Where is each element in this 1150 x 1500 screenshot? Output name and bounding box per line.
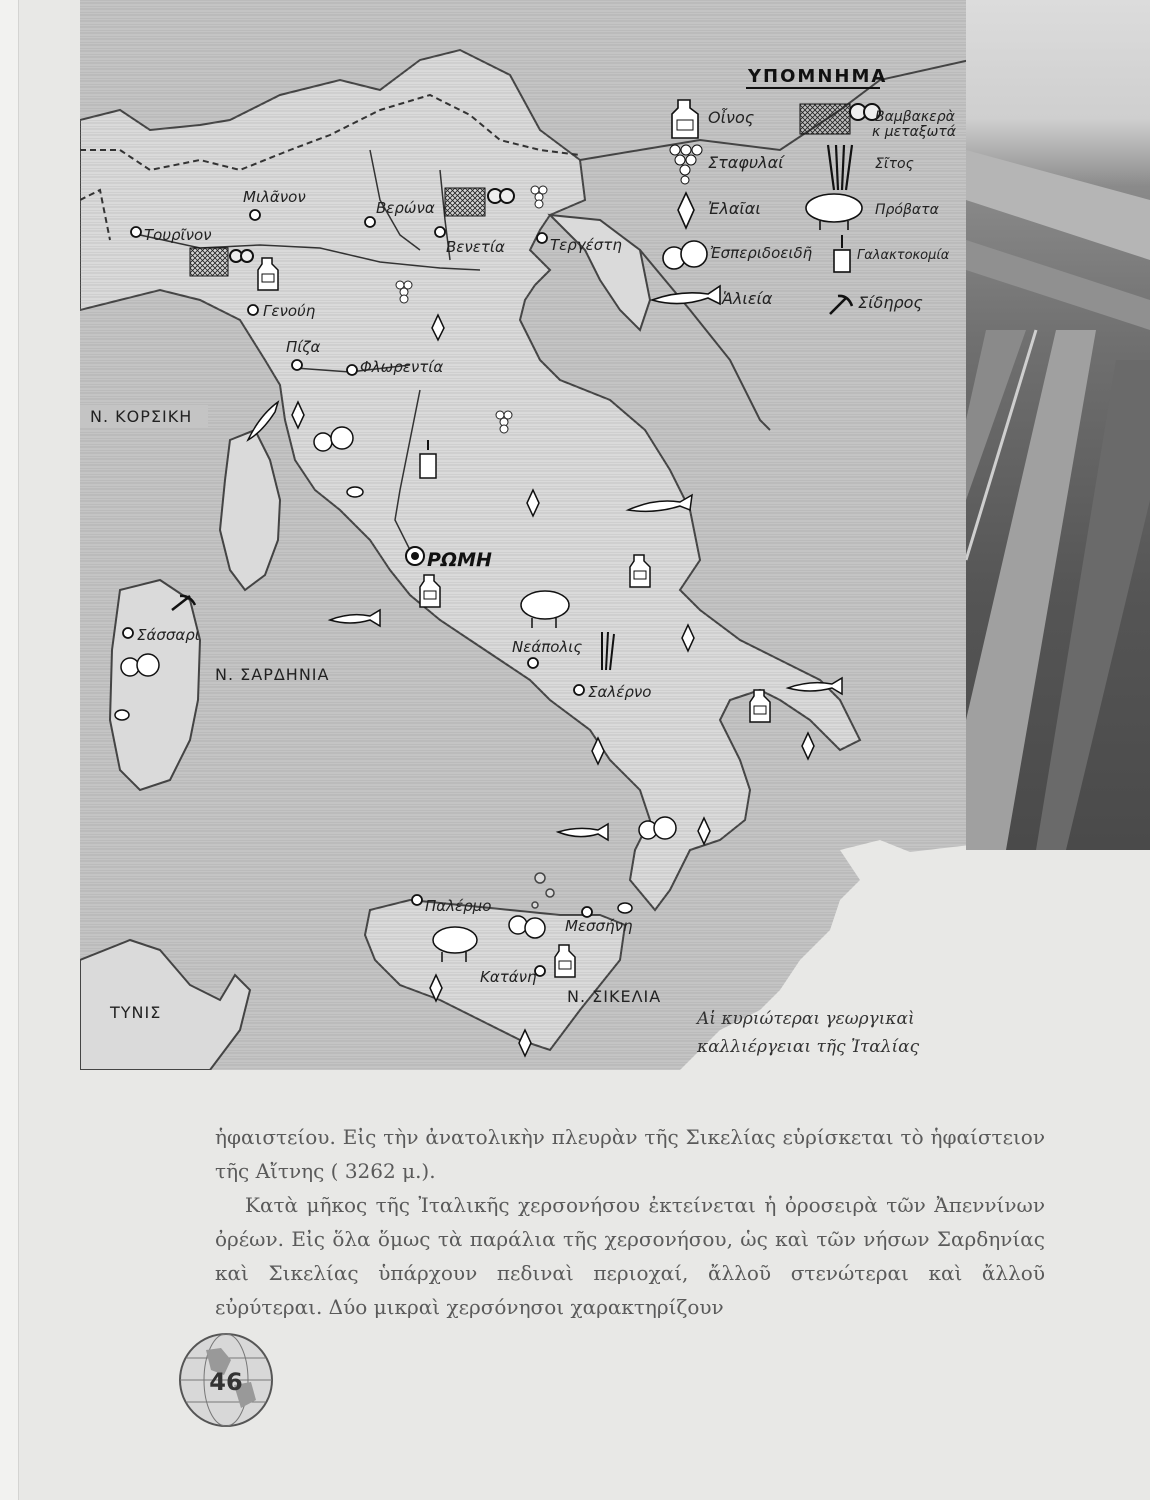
caption-line-2: καλλιέργειαι τῆς Ἰταλίας <box>697 1037 920 1057</box>
city-messina: Μεσσήνη <box>565 917 633 935</box>
city-milan: Μιλᾶνον <box>243 188 306 206</box>
legend-iron-label: Σίδηρος <box>858 293 923 312</box>
region-corsica: Ν. ΚΟΡΣΙΚΗ <box>90 407 193 426</box>
legend-olive-label: Ἐλαῖαι <box>708 199 761 218</box>
city-genoa: Γενούη <box>263 302 316 320</box>
page-number-globe <box>176 1330 276 1430</box>
city-florence: Φλωρεντία <box>360 358 444 376</box>
body-text <box>215 1120 1045 1324</box>
page-edge <box>0 0 19 1500</box>
region-sardinia: Ν. ΣΑΡΔΗΝΙΑ <box>215 665 330 684</box>
city-naples: Νεάπολις <box>512 638 583 656</box>
rome-marker <box>406 547 424 565</box>
legend-grapes-label: Σταφυλαί <box>708 153 784 172</box>
legend-citrus-label: Ἐσπεριδοειδῆ <box>710 244 813 262</box>
city-salerno: Σαλέρνο <box>588 683 652 701</box>
paragraph-1: ἡφαιστείου. Εἰς τὴν ἀνατολικὴν πλευρὰν τῆς Σικελίας εὑρίσκεται τὸ ἡφαίστειον τῆς Αἴτνης ( 3262 μ.). <box>215 1125 1045 1183</box>
legend-wine-label: Οἶνος <box>708 108 755 127</box>
city-turin: Τουρῖνον <box>144 226 212 244</box>
city-rome: ΡΩΜΗ <box>427 549 492 571</box>
legend-fish-label: Ἁλιεία <box>722 289 773 308</box>
region-tunis: ΤΥΝΙΣ <box>110 1003 162 1022</box>
legend-sheep-label: Πρόβατα <box>875 202 939 218</box>
city-venice: Βενετία <box>446 238 505 256</box>
city-verona: Βερώνα <box>376 199 435 217</box>
italy-agriculture-map <box>80 0 970 1070</box>
region-sicily: Ν. ΣΙΚΕΛΙΑ <box>567 987 662 1006</box>
city-palermo: Παλέρμο <box>425 897 492 915</box>
city-catania: Κατάνη <box>480 968 537 986</box>
city-sassari: Σάσσαρι <box>137 626 200 644</box>
page-number: 46 <box>209 1368 243 1396</box>
legend-milk-label: Γαλακτοκομία <box>857 248 950 263</box>
legend-wheat-label: Σῖτος <box>875 156 914 172</box>
caption-line-1: Αἱ κυριώτεραι γεωργικαὶ <box>697 1009 915 1029</box>
aerial-photo <box>966 0 1150 850</box>
city-pisa: Πίζα <box>286 338 321 356</box>
paragraph-2: Κατὰ μῆκος τῆς Ἰταλικῆς χερσονήσου ἐκτείνεται ἡ ὀροσειρὰ τῶν Ἀπεννίνων ὀρέων. Εἰς ὅλα ὅμως τὰ παράλια τῆς χερσονήσου, ὡς καὶ τῶν νήσων Σαρδηνίας καὶ Σικελίας ὑπάρχουν πεδιναὶ περιοχαί, ἄλλοῦ στενώτεραι καὶ ἄλλοῦ εὐρύτεραι. Δύο μικραὶ χερσόνησοι χαρακτηρίζουν <box>215 1193 1045 1319</box>
legend-textile-label: Βαμβακερὰ <box>875 109 955 125</box>
map-caption <box>697 1005 967 1061</box>
city-trieste: Τεργέστη <box>550 236 622 254</box>
legend-title: ΥΠΟΜΝΗΜΑ <box>748 66 888 87</box>
legend-textile-label2: κ μεταξωτά <box>872 124 957 140</box>
